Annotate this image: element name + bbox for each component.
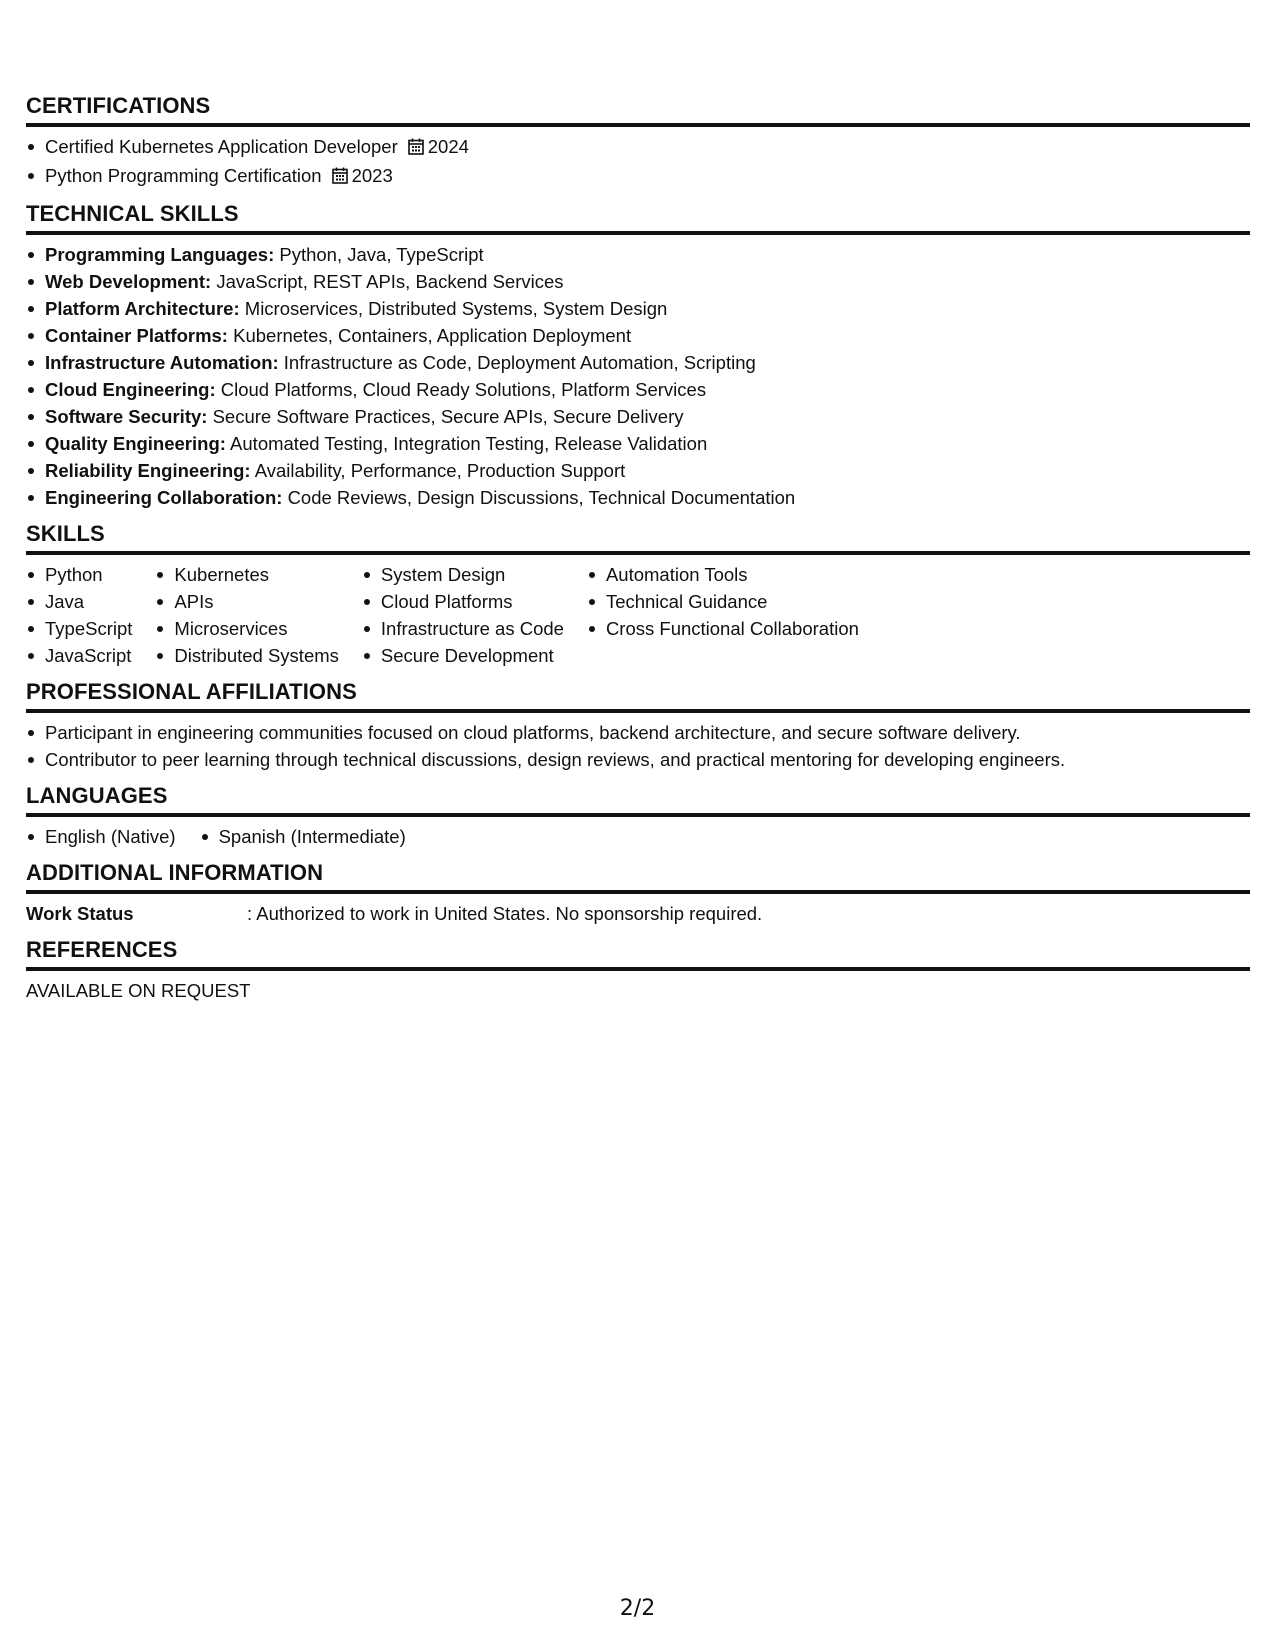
- certification-name: Python Programming Certification: [45, 165, 322, 186]
- skill-item: Secure Development: [362, 642, 564, 669]
- technical-skill-value: Automated Testing, Integration Testing, Release Validation: [230, 433, 708, 454]
- skills-column: [362, 561, 564, 669]
- technical-skill-label: Platform Architecture:: [45, 298, 240, 319]
- skill-item: Kubernetes: [155, 561, 339, 588]
- language-item: Spanish (Intermediate): [200, 823, 406, 850]
- skill-item: Distributed Systems: [155, 642, 339, 669]
- affiliation-item: Contributor to peer learning through technical discussions, design reviews, and practical mentoring for developing engineers.: [26, 746, 1250, 773]
- languages-row: [26, 823, 1250, 850]
- certifications-heading: CERTIFICATIONS: [26, 93, 1250, 127]
- technical-skill-label: Engineering Collaboration:: [45, 487, 283, 508]
- languages-heading: LANGUAGES: [26, 783, 1250, 817]
- technical-skill-item: [26, 295, 1250, 322]
- technical-skill-value: Microservices, Distributed Systems, System Design: [244, 298, 668, 319]
- technical-skill-item: [26, 457, 1250, 484]
- skill-item: Cross Functional Collaboration: [587, 615, 859, 642]
- certification-item: [26, 133, 1250, 162]
- skill-item: JavaScript: [26, 642, 132, 669]
- technical-skills-list: [26, 241, 1250, 511]
- affiliations-list: [26, 719, 1250, 773]
- skills-column: [587, 561, 859, 669]
- affiliations-section: [26, 679, 1250, 773]
- technical-skill-value: Kubernetes, Containers, Application Deployment: [233, 325, 632, 346]
- additional-info-section: [26, 860, 1250, 927]
- technical-skill-value: Secure Software Practices, Secure APIs, Secure Delivery: [212, 406, 684, 427]
- skill-item: Automation Tools: [587, 561, 859, 588]
- technical-skill-item: [26, 376, 1250, 403]
- skill-item: Java: [26, 588, 132, 615]
- references-section: [26, 937, 1250, 1004]
- skills-grid: [26, 561, 1250, 669]
- page-number: 2/2: [619, 1596, 656, 1621]
- skill-item: System Design: [362, 561, 564, 588]
- references-heading: REFERENCES: [26, 937, 1250, 971]
- technical-skill-label: Programming Languages:: [45, 244, 275, 265]
- references-text: AVAILABLE ON REQUEST: [26, 980, 251, 1001]
- certifications-section: [26, 93, 1250, 191]
- skill-item: Microservices: [155, 615, 339, 642]
- technical-skill-item: [26, 268, 1250, 295]
- additional-info-row: [26, 900, 1250, 927]
- skill-item: Python: [26, 561, 132, 588]
- additional-info-heading: ADDITIONAL INFORMATION: [26, 860, 1250, 894]
- calendar-icon: [408, 135, 424, 162]
- calendar-icon: [332, 164, 348, 191]
- technical-skill-item: [26, 484, 1250, 511]
- technical-skill-value: JavaScript, REST APIs, Backend Services: [216, 271, 564, 292]
- technical-skill-label: Infrastructure Automation:: [45, 352, 279, 373]
- technical-skills-section: [26, 201, 1250, 511]
- technical-skill-label: Container Platforms:: [45, 325, 228, 346]
- language-item: English (Native): [26, 823, 176, 850]
- technical-skill-label: Web Development:: [45, 271, 212, 292]
- technical-skill-value: Python, Java, TypeScript: [279, 244, 484, 265]
- languages-column: [26, 823, 176, 850]
- technical-skill-item: [26, 322, 1250, 349]
- skill-item: TypeScript: [26, 615, 132, 642]
- technical-skill-item: [26, 241, 1250, 268]
- technical-skill-value: Code Reviews, Design Discussions, Technical Documentation: [287, 487, 796, 508]
- affiliation-item: Participant in engineering communities focused on cloud platforms, backend architecture, and secure software delivery.: [26, 719, 1250, 746]
- technical-skill-item: [26, 430, 1250, 457]
- technical-skill-item: [26, 403, 1250, 430]
- info-key: Work Status: [26, 903, 134, 924]
- languages-column: [200, 823, 406, 850]
- technical-skill-value: Availability, Performance, Production Support: [254, 460, 626, 481]
- certification-year: 2023: [351, 165, 393, 186]
- certification-item: [26, 162, 1250, 191]
- technical-skills-heading: TECHNICAL SKILLS: [26, 201, 1250, 235]
- languages-section: [26, 783, 1250, 850]
- resume-page: [26, 93, 1250, 1014]
- skill-item: Technical Guidance: [587, 588, 859, 615]
- certification-year: 2024: [427, 136, 469, 157]
- skills-heading: SKILLS: [26, 521, 1250, 555]
- technical-skill-label: Quality Engineering:: [45, 433, 226, 454]
- technical-skill-value: Infrastructure as Code, Deployment Automation, Scripting: [283, 352, 756, 373]
- skills-column: [155, 561, 339, 669]
- certifications-list: [26, 133, 1250, 191]
- skill-item: Infrastructure as Code: [362, 615, 564, 642]
- technical-skill-value: Cloud Platforms, Cloud Ready Solutions, Platform Services: [220, 379, 707, 400]
- technical-skill-label: Reliability Engineering:: [45, 460, 251, 481]
- technical-skill-label: Cloud Engineering:: [45, 379, 216, 400]
- skill-item: APIs: [155, 588, 339, 615]
- skills-section: [26, 521, 1250, 669]
- technical-skill-item: [26, 349, 1250, 376]
- certification-name: Certified Kubernetes Application Developer: [45, 136, 398, 157]
- skills-column: [26, 561, 132, 669]
- technical-skill-label: Software Security:: [45, 406, 208, 427]
- info-value: : Authorized to work in United States. No sponsorship required.: [247, 903, 763, 924]
- affiliations-heading: PROFESSIONAL AFFILIATIONS: [26, 679, 1250, 713]
- skill-item: Cloud Platforms: [362, 588, 564, 615]
